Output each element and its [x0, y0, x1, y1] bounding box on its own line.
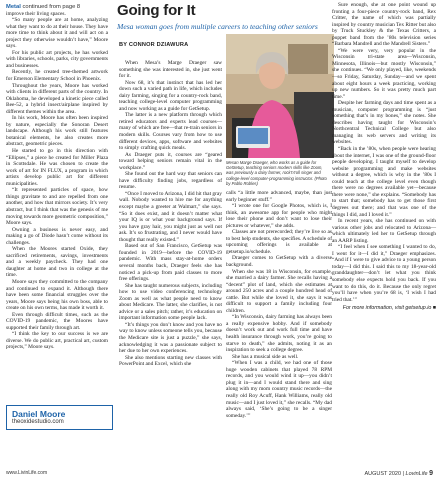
photo-caption: Mesan Marge Draeger, who works as a guide for GetSetup, teaching seniors modern skills like Zoom, was previously a dairy farmer, rock'n'roll singer and college-level computer-programming instructor. (Photo by Pablo Robles): [226, 160, 327, 186]
column-2: [119, 60, 222, 368]
article-deck: Mesa woman goes from multiple careers to teaching other seniors: [117, 22, 318, 31]
col1-para: Even through difficult times, such as the COVID-19 pandemic, the Moores have supported their family through art.: [6, 311, 108, 331]
col3-para: She has a musical side as well.: [232, 353, 299, 360]
article-photo: [226, 34, 334, 158]
author-box: [6, 405, 113, 430]
col4-para: “Back in the ’80s, when people were hearing about the internet, I was one of the ground-floor people developing. I taught myself to develop website programming and make websites without a degree, which is why in the ’80s I could teach at the college level even though there were no degrees available yet—because there were none,” she explains. “Somebody has to start that; somebody has to get those first degrees out there; and that was one of the things I did, and I loved it.”: [332, 146, 436, 218]
col4-para: In recent years, she has continued on with various other jobs and relocated to Arizona—which ultimately led her to GetSetup through an AARP listing.: [332, 218, 436, 244]
col4-para: “I feel when I see something I wanted to do, I went for it—I did it,” Draeger emphasizes. “And if I were to give advice to a young person today—I did this. I said this to my 18-year-old granddaughter—don’t let what you think somebody else expects hold you back. If you want to do this, do it. Because the only regret you’ll have when you’re 68 is, ‘I wish I had tried that.’”: [332, 244, 436, 303]
col1-para: He started to go in this direction with “Ellipses,” a piece he created for Miller Plaza in Scottsdale. He was chosen to create the work of art for IN FLUX, a program in which artists develop public art for different municipalities.: [6, 148, 108, 187]
col1-para: improve their living spaces.: [6, 10, 66, 17]
col3-para: “In Wisconsin, dairy farming has always been a really expensive hobby. And if somebody doesn’t work out and work full time and have health insurance through work, you’re going to starve to death,” she admits, noting it as an inspiration to seek a college degree.: [226, 314, 332, 354]
col2-para: When Mesa’s Marge Draeger saw something she was interested in, she just went for it.: [119, 60, 222, 80]
author-name: Daniel Moore: [12, 409, 66, 419]
col3-para: calls “a little more advanced, maybe, than just early beginner stuff.”: [226, 190, 332, 203]
col2-para: The latter is a new platform through which retired educators and experts lead courses—many of which are free—that re-train seniors in modern skills. Courses vary from how to use different devices, apps, software and websites to simply crafting quick meals.: [119, 112, 222, 152]
author-website[interactable]: theoxidestudio.com: [12, 419, 64, 425]
article-byline: BY CONNOR DZIAWURA: [119, 42, 189, 48]
col3-para: Classes are not prerecorded; they’re live so as to best help students, she specifies. A schedule of upcoming offerings is available at getsetup.io/schedule.: [226, 229, 332, 255]
col1-para: “I think the key to our success is we are diverse. We do public art, practical art, custom projects,” Moore says.: [6, 331, 108, 351]
photo-illustration: [226, 34, 334, 158]
column-1: [6, 4, 108, 351]
col2-para: “Once I moved to Arizona, I did hit that gray wall. Nobody wanted to hire me for anything except maybe a greeter at Walmart,” she says. “So it does exist, and it doesn’t matter what your IQ is or what your background says. If you have gray hair, you might just as well not ask. It’s so frustrating, and I never would have thought that really existed.”: [119, 190, 223, 243]
more-info-line: For more information, visit getsetup.io ■: [342, 305, 436, 312]
col2-para: As Draeger puts it, courses are “geared toward helping seniors remain vital in the workplace.”: [119, 151, 222, 171]
col1-para: Recently, he created tree-themed artwork for Emerson Elementary School in Phoenix.: [6, 69, 108, 83]
col1-para: Throughout the years, Moore has worked with clients in different parts of the country. In Oklahoma, he developed a kinetic piece called Bee-52, a hybrid insect/airplane inspired by different themes within the area.: [6, 82, 108, 115]
footer-publication: LovinLife: [405, 471, 428, 477]
col2-para: She also mentions starting new classes with PowerPoint and Excel, which she: [119, 354, 222, 368]
col1-para: In his work, Moore has often been inspired by nature, especially the Sonoran Desert landscape. Although his work still features botanical elements, he also creates more abstract, geometric pieces.: [6, 115, 108, 148]
col1-para: “So many people are at home, analyzing what they want to do at their house. They have more time to think about it and will act on a project they otherwise wouldn’t have,” Moore says.: [6, 17, 108, 50]
footer-folio: AUGUST 2020 | LovinLife 9: [364, 470, 433, 477]
col3-para: “When I was a child, we had one of those huge wooden cabinets that played 78 RPM records, and you would wind it up—you didn’t plug it in—and I would stand there and sing along with my mom country music records—the really old Roy Acuff, Hank Williams, really old music—and I just loved it,” she recalls. “My dad always said, ‘She’s going to be a singer someday.’”: [226, 360, 332, 419]
col1-para: For his public art projects, he has worked with libraries, schools, parks, city governments and businesses.: [6, 49, 108, 69]
column-4: [332, 2, 436, 312]
col2-para: Based out of San Francisco, GetSetup was founded in 2019—before the COVID-19 pandemic. With mass stay-at-home orders several months back, Draeger feels she has noticed a pick-up from paid classes to more free offerings.: [119, 243, 222, 283]
col2-para: Now 68, it’s that instinct that has led her down such a varied path in life, which includes dairy farming, singing for a country-rock band, teaching college-level computer programming and now working as a guide for GetSetup.: [119, 79, 222, 112]
col3-para: “I wrote one for Google Photos, which is, I think, an awesome app for people who might lose their phone and don’t want to lose their pictures or whatever,” she adds.: [226, 203, 332, 229]
col2-para: She has taught numerous subjects, including how to use video conferencing technology Zoom as well as what people need to know about Medicare. The latter, she clarifies, is not advice or a sales pitch; rather, it’s education on important information some people lack.: [119, 282, 222, 322]
col1-para: When the Moores started Oxide, they sacrificed retirements, savings, investments and a weekly paycheck. They had one daughter at home and two in college at the time.: [6, 246, 108, 279]
col1-para: Moore says they committed to the company and continued to expand it. Although there have been some financial struggles over the years, Moore says being his own boss, able to create on his own terms, has made it worth it.: [6, 278, 108, 312]
col2-para: She found out the hard way that seniors can have difficulty finding jobs, regardless of resume.: [119, 171, 222, 191]
continued-from: continued from page 8: [22, 4, 81, 10]
col2-para: “It’s things you don’t know and you have no way to know unless someone tells you, because the Medicare site is just a puzzle,” she says, acknowledging it was a passionate subject to her due to her own experiences.: [119, 321, 222, 355]
col4-para: Sure enough, she at one point wound up fronting a four-piece country-rock band, Rex Critter, the name of which was partially inspired by country musician Tex Ritter but also by Truck Stuckley & the Texas Critters, a puppet band from the ’80s television series “Barbara Mandrell and the Mandrell Sisters.”: [332, 2, 436, 48]
footer-date: AUGUST 2020: [364, 471, 402, 477]
footer-url[interactable]: www.LivinLife.com: [6, 470, 48, 476]
article-headline: Going for It: [117, 2, 196, 19]
column-3: [226, 190, 332, 419]
page-number: 9: [429, 470, 433, 477]
col4-para: Despite her farming days and time spent as a musician, computer programming is “just something that’s in my bones,” she notes. She describes having taught for Wisconsin’s Northcentral Technical College but also managing its web servers and writing its websites.: [332, 100, 436, 146]
col1-para: “It represented particles of space, how things gravitate to and are repelled from one another, and how that mirrors society. It’s very abstract, but I think that was the genesis of me moving towards more geometric composition,” Moore says.: [6, 187, 108, 227]
section-label: Metal: [6, 4, 21, 10]
col3-para: Draeger comes to GetSetup with a diverse background.: [226, 255, 332, 269]
col1-para: Owning a business is never easy, and making a go of Diode hasn’t come without its challenges.: [6, 226, 108, 246]
col3-para: When she was 18 in Wisconsin, for example, she married a dairy farmer. She recalls having a “decent” plot of land, which she estimates at around 250 acres and a couple hundred head of cattle. But while she loved it, she says it was difficult to support a family including four children.: [226, 268, 332, 314]
col4-para: “We were very, very popular in the Wisconsin tri-state area—Wisconsin, Minnesota, Illinois—but mostly Wisconsin,” she continues. “We only played, like, weekends—so Friday, Saturday, Sunday—and we spent about eight hours a week practicing, working up new numbers. So it was pretty much part time.”: [332, 47, 436, 100]
